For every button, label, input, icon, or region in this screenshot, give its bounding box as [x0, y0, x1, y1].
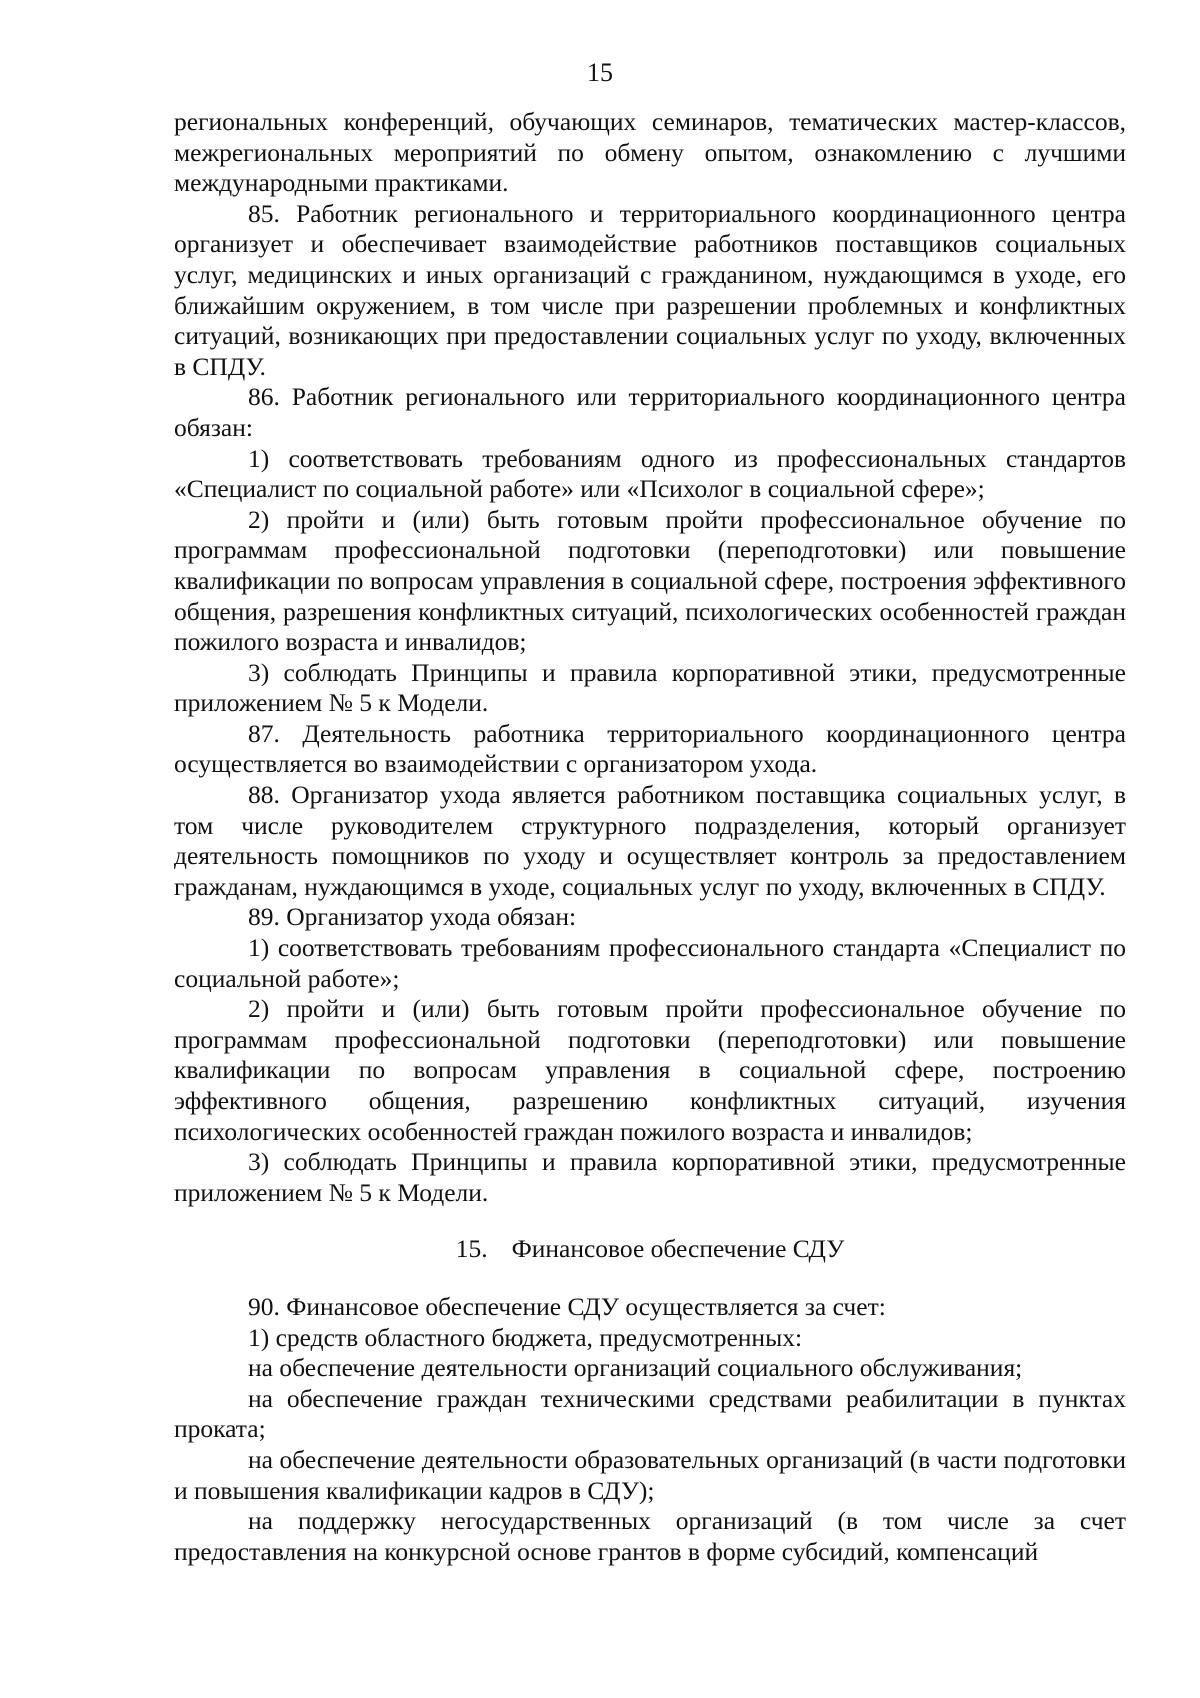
paragraph: на обеспечение граждан техническими средствами реабилитации в пунктах проката;: [174, 1383, 1126, 1444]
paragraph: на обеспечение деятельности образовательных организаций (в части подготовки и повышения квалификации кадров в СДУ);: [174, 1444, 1126, 1505]
paragraph: на поддержку негосударственных организаций (в том числе за счет предоставления на конкурсной основе грантов в форме субсидий, компенсаций: [174, 1506, 1126, 1566]
paragraph: 89. Организатор ухода обязан:: [248, 902, 577, 932]
paragraph: 85. Работник регионального и территориального координационного центра организует и обеспечивает взаимодействие работников поставщиков социальных услуг, медицинских и иных организаций с гражданином, нуждающимся в уходе, его ближайшим окружением, в том числе при разрешении проблемных и конфликтных ситуаций, возникающих при предоставлении социальных услуг по уходу, включенных в СПДУ.: [174, 198, 1126, 381]
paragraph: 1) средств областного бюджета, предусмотренных:: [248, 1322, 803, 1352]
paragraph: 3) соблюдать Принципы и правила корпоративной этики, предусмотренные приложением № 5 к Модели.: [174, 1147, 1126, 1207]
paragraph: 86. Работник регионального или территориального координационного центра обязан:: [174, 382, 1126, 442]
paragraph: 2) пройти и (или) быть готовым пройти профессиональное обучение по программам профессиональной подготовки (переподготовки) или повышение квалификации по вопросам управления в социальной сфере, построению эффективного общения, разрешению конфликтных ситуаций, изучения психологических особенностей граждан пожилого возраста и инвалидов;: [174, 994, 1126, 1146]
paragraph: 2) пройти и (или) быть готовым пройти профессиональное обучение по программам профессиональной подготовки (переподготовки) или повышение квалификации по вопросам управления в социальной сфере, построения эффективного общения, разрешения конфликтных ситуаций, психологических особенностей граждан пожилого возраста и инвалидов;: [174, 504, 1126, 657]
document-body: [174, 107, 1126, 1567]
paragraph: 87. Деятельность работника территориального координационного центра осуществляется во взаимодействии с организатором ухода.: [174, 718, 1126, 779]
paragraph: региональных конференций, обучающих семинаров, тематических мастер-классов, межрегиональных мероприятий по обмену опытом, ознакомлению с лучшими международными практиками.: [174, 107, 1126, 198]
page-number: 15: [587, 58, 613, 87]
paragraph: 3) соблюдать Принципы и правила корпоративной этики, предусмотренные приложением № 5 к Модели.: [174, 657, 1126, 718]
paragraph: 88. Организатор ухода является работником поставщика социальных услуг, в том числе руководителем структурного подразделения, который организует деятельность помощников по уходу и осуществляет контроль за предоставлением гражданам, нуждающимся в уходе, социальных услуг по уходу, включенных в СПДУ.: [174, 780, 1126, 901]
section-number: 15.: [455, 1234, 488, 1264]
paragraphs-before-section: [174, 107, 1126, 1208]
section-heading: [174, 1234, 1126, 1265]
paragraph: 1) соответствовать требованиям профессионального стандарта «Специалист по социальной работе»;: [174, 933, 1126, 993]
paragraph: 90. Финансовое обеспечение СДУ осуществляется за счет:: [248, 1291, 886, 1321]
paragraph: на обеспечение деятельности организаций социального обслуживания;: [248, 1353, 1023, 1383]
section-title: Финансовое обеспечение СДУ: [511, 1234, 845, 1264]
paragraph: 1) соответствовать требованиям одного из профессиональных стандартов «Специалист по социальной работе» или «Психолог в социальной сфере»;: [174, 443, 1126, 504]
paragraphs-after-section: [174, 1292, 1126, 1567]
